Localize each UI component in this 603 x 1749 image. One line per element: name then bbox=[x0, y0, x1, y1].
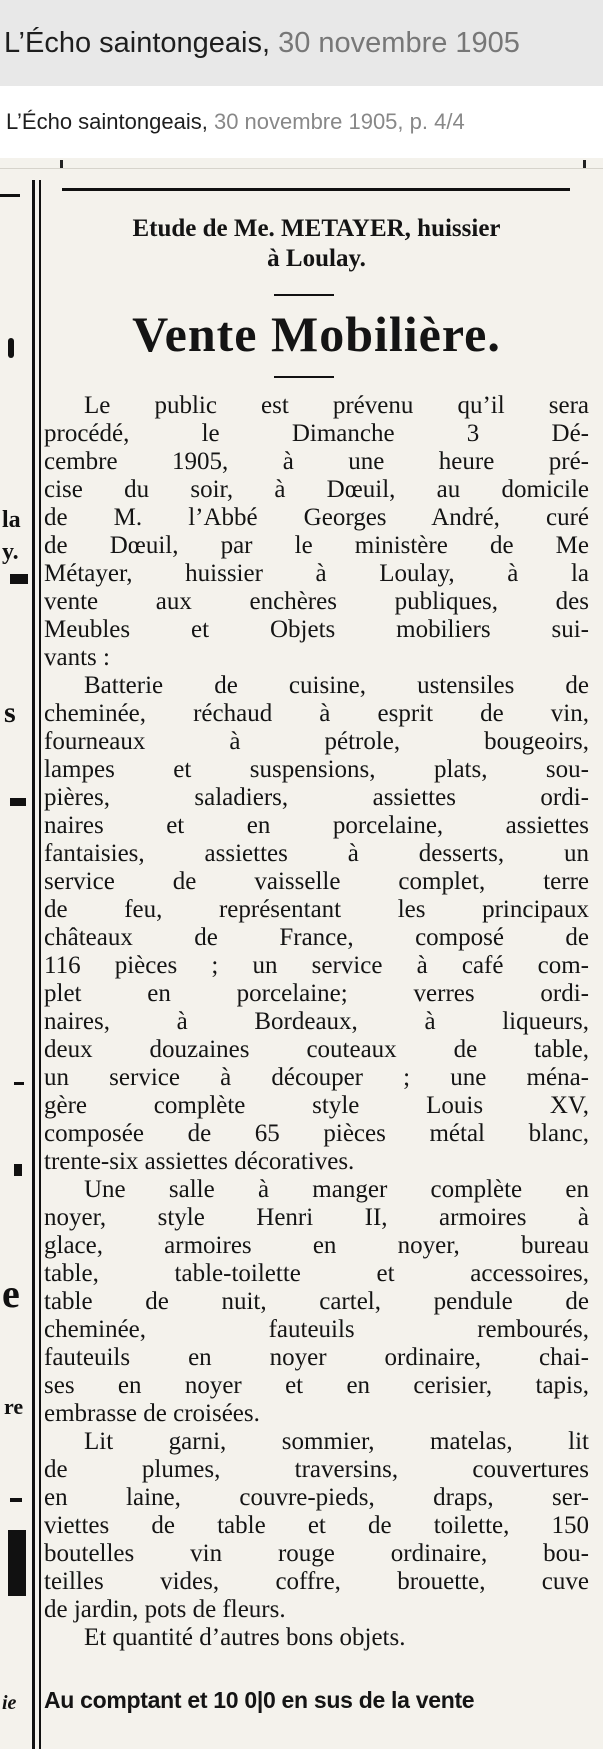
body-line: Batterie de cuisine, ustensiles de bbox=[84, 672, 589, 699]
fragment-glyph bbox=[8, 338, 14, 358]
body-line: fauteuils en noyer ordinaire, chai- bbox=[44, 1344, 589, 1371]
body-line: de jardin, pots de fleurs. bbox=[44, 1596, 286, 1623]
article-title: Vente Mobilière. bbox=[132, 306, 501, 362]
fragment-text: la bbox=[2, 507, 21, 533]
body-line: Une salle à manger complète en bbox=[84, 1176, 589, 1203]
fragment-glyph bbox=[14, 1082, 24, 1085]
fragment-text: ie bbox=[2, 1692, 17, 1714]
newspaper-scan bbox=[0, 158, 603, 1749]
fragment-glyph bbox=[14, 1164, 22, 1176]
short-rule bbox=[274, 294, 334, 296]
body-line: de Dœuil, par le ministère de Me bbox=[44, 532, 589, 559]
column-rule-inner bbox=[39, 180, 41, 1749]
body-line: châteaux de France, composé de bbox=[44, 924, 589, 951]
fragment-dash bbox=[0, 194, 20, 197]
body-line: naires et en porcelaine, assiettes bbox=[44, 812, 589, 839]
fragment-text: re bbox=[4, 1394, 24, 1419]
document-breadcrumb bbox=[0, 86, 603, 158]
short-rule bbox=[274, 376, 334, 378]
body-line: glace, armoires en noyer, bureau bbox=[44, 1232, 589, 1259]
body-line: ses en noyer et en cerisier, tapis, bbox=[44, 1372, 589, 1399]
body-line: de feu, représentant les principaux bbox=[44, 896, 589, 923]
body-line: cheminée, fauteuils rembourés, bbox=[44, 1316, 589, 1343]
left-column-fragment bbox=[0, 168, 34, 1749]
body-line: lampes et suspensions, plats, sou- bbox=[44, 756, 589, 783]
body-line: table, table-toilette et accessoires, bbox=[44, 1260, 589, 1287]
body-line: en laine, couvre-pieds, draps, ser- bbox=[44, 1484, 589, 1511]
body-line: boutelles vin rouge ordinaire, bou- bbox=[44, 1540, 589, 1567]
fragment-glyph bbox=[10, 1498, 22, 1502]
header-publication[interactable]: L’Écho saintongeais, bbox=[4, 26, 271, 59]
body-line: viettes de table et de toilette, 150 bbox=[44, 1512, 589, 1539]
body-line: naires, à Bordeaux, à liqueurs, bbox=[44, 1008, 589, 1035]
body-line: composée de 65 pièces métal blanc, bbox=[44, 1120, 589, 1147]
breadcrumb-date-page: 30 novembre 1905, p. 4/4 bbox=[213, 109, 465, 134]
scan-top-edge bbox=[0, 158, 603, 169]
body-line: teilles vides, coffre, brouette, cuve bbox=[44, 1568, 589, 1595]
body-line: 116 pièces ; un service à café com- bbox=[44, 952, 589, 979]
heading-line: Etude de Me. METAYER, huissier bbox=[132, 215, 501, 242]
body-line: embrasse de croisées. bbox=[44, 1400, 260, 1427]
body-line: cheminée, réchaud à esprit de vin, bbox=[44, 700, 589, 727]
top-rule bbox=[62, 188, 570, 191]
body-line: Métayer, huissier à Loulay, à la bbox=[44, 560, 589, 587]
body-line: vants : bbox=[44, 644, 110, 671]
body-line: Lit garni, sommier, matelas, lit bbox=[84, 1428, 589, 1455]
body-line: un service à découper ; une ména- bbox=[44, 1064, 589, 1091]
fragment-glyph bbox=[10, 798, 26, 806]
body-line: trente-six assiettes décoratives. bbox=[44, 1148, 355, 1175]
fragment-glyph bbox=[8, 1530, 26, 1596]
body-line: gère complète style Louis XV, bbox=[44, 1092, 589, 1119]
body-line: de M. l’Abbé Georges André, curé bbox=[44, 504, 589, 531]
body-line: de plumes, traversins, couvertures bbox=[44, 1456, 589, 1483]
body-line: procédé, le Dimanche 3 Dé- bbox=[44, 420, 589, 447]
body-line: pières, saladiers, assiettes ordi- bbox=[44, 784, 589, 811]
body-line: Meubles et Objets mobiliers sui- bbox=[44, 616, 589, 643]
body-line: service de vaisselle complet, terre bbox=[44, 868, 589, 895]
body-line: cise du soir, à Dœuil, au domicile bbox=[44, 476, 589, 503]
body-line: Et quantité d’autres bons objets. bbox=[84, 1624, 406, 1651]
header-date: 30 novembre 1905 bbox=[278, 26, 520, 59]
body-line: deux douzaines couteaux de table, bbox=[44, 1036, 589, 1063]
body-line: noyer, style Henri II, armoires à bbox=[44, 1204, 589, 1231]
body-line: cembre 1905, à une heure pré- bbox=[44, 448, 589, 475]
fragment-glyph bbox=[10, 574, 28, 584]
payment-terms: Au comptant et 10 0|0 en sus de la vente bbox=[44, 1687, 475, 1713]
body-line: plet en porcelaine; verres ordi- bbox=[44, 980, 589, 1007]
fragment-text: s bbox=[4, 696, 16, 729]
body-line: fantaisies, assiettes à desserts, un bbox=[44, 840, 589, 867]
breadcrumb-publication[interactable]: L’Écho saintongeais, bbox=[6, 109, 208, 134]
fragment-text: e bbox=[2, 1271, 20, 1316]
page-header bbox=[0, 0, 603, 86]
body-line: table de nuit, cartel, pendule de bbox=[44, 1288, 589, 1315]
heading-line: à Loulay. bbox=[267, 245, 366, 272]
fragment-text: y. bbox=[2, 539, 19, 565]
body-line: Le public est prévenu qu’il sera bbox=[84, 392, 589, 419]
column-rule-outer bbox=[32, 180, 35, 1749]
body-line: vente aux enchères publiques, des bbox=[44, 588, 589, 615]
body-line: fourneaux à pétrole, bougeoirs, bbox=[44, 728, 589, 755]
